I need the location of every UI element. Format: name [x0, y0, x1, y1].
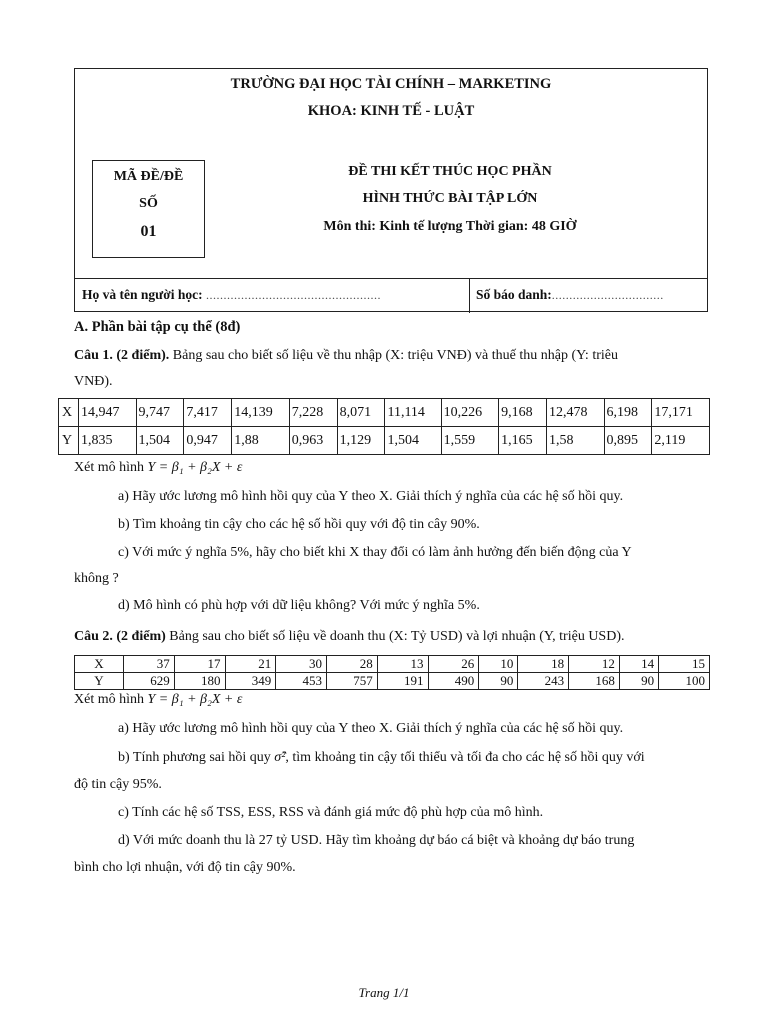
q2-y-cell: 100	[659, 673, 710, 690]
q1-y-cell: 1,129	[337, 427, 385, 455]
q2-data-table	[74, 655, 710, 690]
q1-x-cell: 8,071	[337, 399, 385, 427]
q1-y-cell: 1,88	[232, 427, 290, 455]
q1-y-cell: 1,165	[499, 427, 547, 455]
table-row	[59, 399, 710, 427]
q1-part-c-cont: không ?	[74, 571, 119, 586]
q2-part-d: d) Với mức doanh thu là 27 tỷ USD. Hãy tìm khoảng dự báo cá biệt và khoảng dự báo trung	[118, 833, 635, 848]
q2-part-a: a) Hãy ước lương mô hình hồi quy của Y theo X. Giải thích ý nghĩa của các hệ số hồi quy.	[118, 721, 624, 736]
table-row	[75, 673, 710, 690]
q2-intro-line	[74, 629, 625, 645]
exam-code-box	[92, 160, 205, 258]
student-name-dots: ..................................................	[205, 288, 381, 302]
q1-y-cell: 1,504	[136, 427, 184, 455]
q2-x-cell: 26	[428, 656, 479, 673]
q1-x-cell: 6,198	[604, 399, 652, 427]
q1-part-d: d) Mô hình có phù hợp với dữ liệu không? Với mức ý nghĩa 5%.	[118, 598, 480, 613]
q2-intro: Bảng sau cho biết số liệu về doanh thu (X: Tỷ USD) và lợi nhuận (Y, triệu USD).	[165, 629, 625, 644]
q1-y-cell: 1,504	[385, 427, 441, 455]
q1-x-cell: 14,139	[232, 399, 290, 427]
q1-part-a: a) Hãy ước lương mô hình hồi quy của Y theo X. Giải thích ý nghĩa của các hệ số hồi quy.	[118, 489, 624, 504]
table-row	[59, 427, 710, 455]
q1-x-cell: 17,171	[652, 399, 710, 427]
student-name-field	[82, 287, 381, 303]
student-info-row	[74, 278, 708, 313]
q2-x-cell: 21	[225, 656, 276, 673]
q2-x-cell: 18	[518, 656, 569, 673]
table-row	[75, 656, 710, 673]
q2-y-cell: 629	[124, 673, 175, 690]
q2-y-cell: 90	[619, 673, 658, 690]
q2-y-cell: 757	[327, 673, 378, 690]
q2-x-cell: 14	[619, 656, 658, 673]
q1-model-line	[74, 460, 242, 476]
q1-part-b: b) Tìm khoảng tin cậy cho các hệ số hồi quy với độ tin cây 90%.	[118, 517, 480, 532]
faculty-name: KHOA: KINH TẾ - LUẬT	[307, 103, 475, 119]
exam-title: ĐỀ THI KẾT THÚC HỌC PHẦN	[348, 164, 552, 179]
q1-y-cell: 2,119	[652, 427, 710, 455]
section-a-heading: A. Phần bài tập cụ thể (8đ)	[74, 319, 241, 335]
q1-model-prefix: Xét mô hình	[74, 460, 148, 475]
exam-format: HÌNH THỨC BÀI TẬP LỚN	[362, 191, 538, 206]
q2-model-line	[74, 692, 242, 708]
student-id-dots: ................................	[551, 288, 664, 302]
q2-x-cell: 15	[659, 656, 710, 673]
q1-y-cell: 1,58	[546, 427, 604, 455]
q2-y-cell: 349	[225, 673, 276, 690]
q2-x-cell: 17	[174, 656, 225, 673]
info-divider	[469, 279, 470, 313]
university-name: TRƯỜNG ĐẠI HỌC TÀI CHÍNH – MARKETING	[230, 76, 552, 92]
q1-x-cell: 14,947	[79, 399, 137, 427]
q2-x-cell: 37	[124, 656, 175, 673]
q2-part-c: c) Tính các hệ số TSS, ESS, RSS và đánh giá mức độ phù hợp của mô hình.	[118, 805, 544, 820]
q2-part-b-cont: độ tin cậy 95%.	[74, 777, 162, 792]
q1-part-c: c) Với mức ý nghĩa 5%, hãy cho biết khi X thay đổi có làm ảnh hưởng đến biến động của Y	[118, 545, 632, 560]
q1-x-cell: 9,747	[136, 399, 184, 427]
q2-model-formula: Y = β₁ + β₂X + ε	[147, 692, 243, 707]
q1-label: Câu 1. (2 điểm).	[74, 348, 170, 363]
q2-part-b	[118, 750, 645, 766]
student-id-label: Số báo danh:	[476, 287, 552, 302]
q2-x-cell: 13	[377, 656, 428, 673]
q2-y-cell: 191	[377, 673, 428, 690]
q1-x-cell: 10,226	[441, 399, 499, 427]
q1-x-cell: 12,478	[546, 399, 604, 427]
q1-x-cell: 11,114	[385, 399, 441, 427]
student-id-field	[476, 287, 664, 303]
exam-subject: Môn thi: Kinh tế lượng Thời gian: 48 GIỜ	[323, 219, 577, 234]
q1-y-cell: 0,963	[289, 427, 337, 455]
q2-part-d-cont: bình cho lợi nhuận, với độ tin cậy 90%.	[74, 860, 296, 875]
q2-y-header: Y	[75, 673, 124, 690]
q2-x-cell: 10	[479, 656, 518, 673]
q2-y-cell: 490	[428, 673, 479, 690]
q2-x-cell: 12	[569, 656, 620, 673]
q1-x-cell: 7,228	[289, 399, 337, 427]
q1-y-cell: 0,895	[604, 427, 652, 455]
q1-intro-line1	[74, 348, 618, 364]
q1-y-cell: 1,559	[441, 427, 499, 455]
q1-y-header: Y	[59, 427, 79, 455]
q2-x-cell: 28	[327, 656, 378, 673]
exam-code-label: MÃ ĐỀ/ĐỀ	[113, 169, 184, 184]
q1-x-cell: 7,417	[184, 399, 232, 427]
q2-y-cell: 180	[174, 673, 225, 690]
q1-intro-line2: VNĐ).	[74, 374, 113, 389]
q1-y-cell: 0,947	[184, 427, 232, 455]
q1-model-formula: Y = β₁ + β₂X + ε	[147, 460, 243, 475]
page-footer: Trang 1/1	[358, 985, 410, 1000]
exam-code-number: 01	[140, 223, 157, 240]
q1-data-table	[58, 398, 710, 455]
q1-y-cell: 1,835	[79, 427, 137, 455]
q2-x-header: X	[75, 656, 124, 673]
q2-x-cell: 30	[276, 656, 327, 673]
q2-part-b-pre: b) Tính phương sai hồi quy	[118, 750, 275, 765]
q2-y-cell: 168	[569, 673, 620, 690]
q1-x-cell: 9,168	[499, 399, 547, 427]
q2-label: Câu 2. (2 điểm)	[74, 629, 166, 644]
q2-y-cell: 453	[276, 673, 327, 690]
student-name-label: Họ và tên người học:	[82, 287, 203, 302]
q1-intro: Bảng sau cho biết số liệu về thu nhập (X: triệu VNĐ) và thuế thu nhập (Y: triêu	[169, 348, 618, 363]
q1-x-header: X	[59, 399, 79, 427]
q2-model-prefix: Xét mô hình	[74, 692, 148, 707]
exam-header-box	[74, 68, 708, 312]
exam-code-label-2: SỐ	[139, 196, 158, 211]
q2-y-cell: 90	[479, 673, 518, 690]
q2-part-b-post: , tìm khoảng tin cậy tối thiểu và tối đa cho các hệ số hồi quy với	[285, 750, 645, 765]
q2-y-cell: 243	[518, 673, 569, 690]
q2-variance-symbol: σ̂²	[274, 750, 286, 765]
